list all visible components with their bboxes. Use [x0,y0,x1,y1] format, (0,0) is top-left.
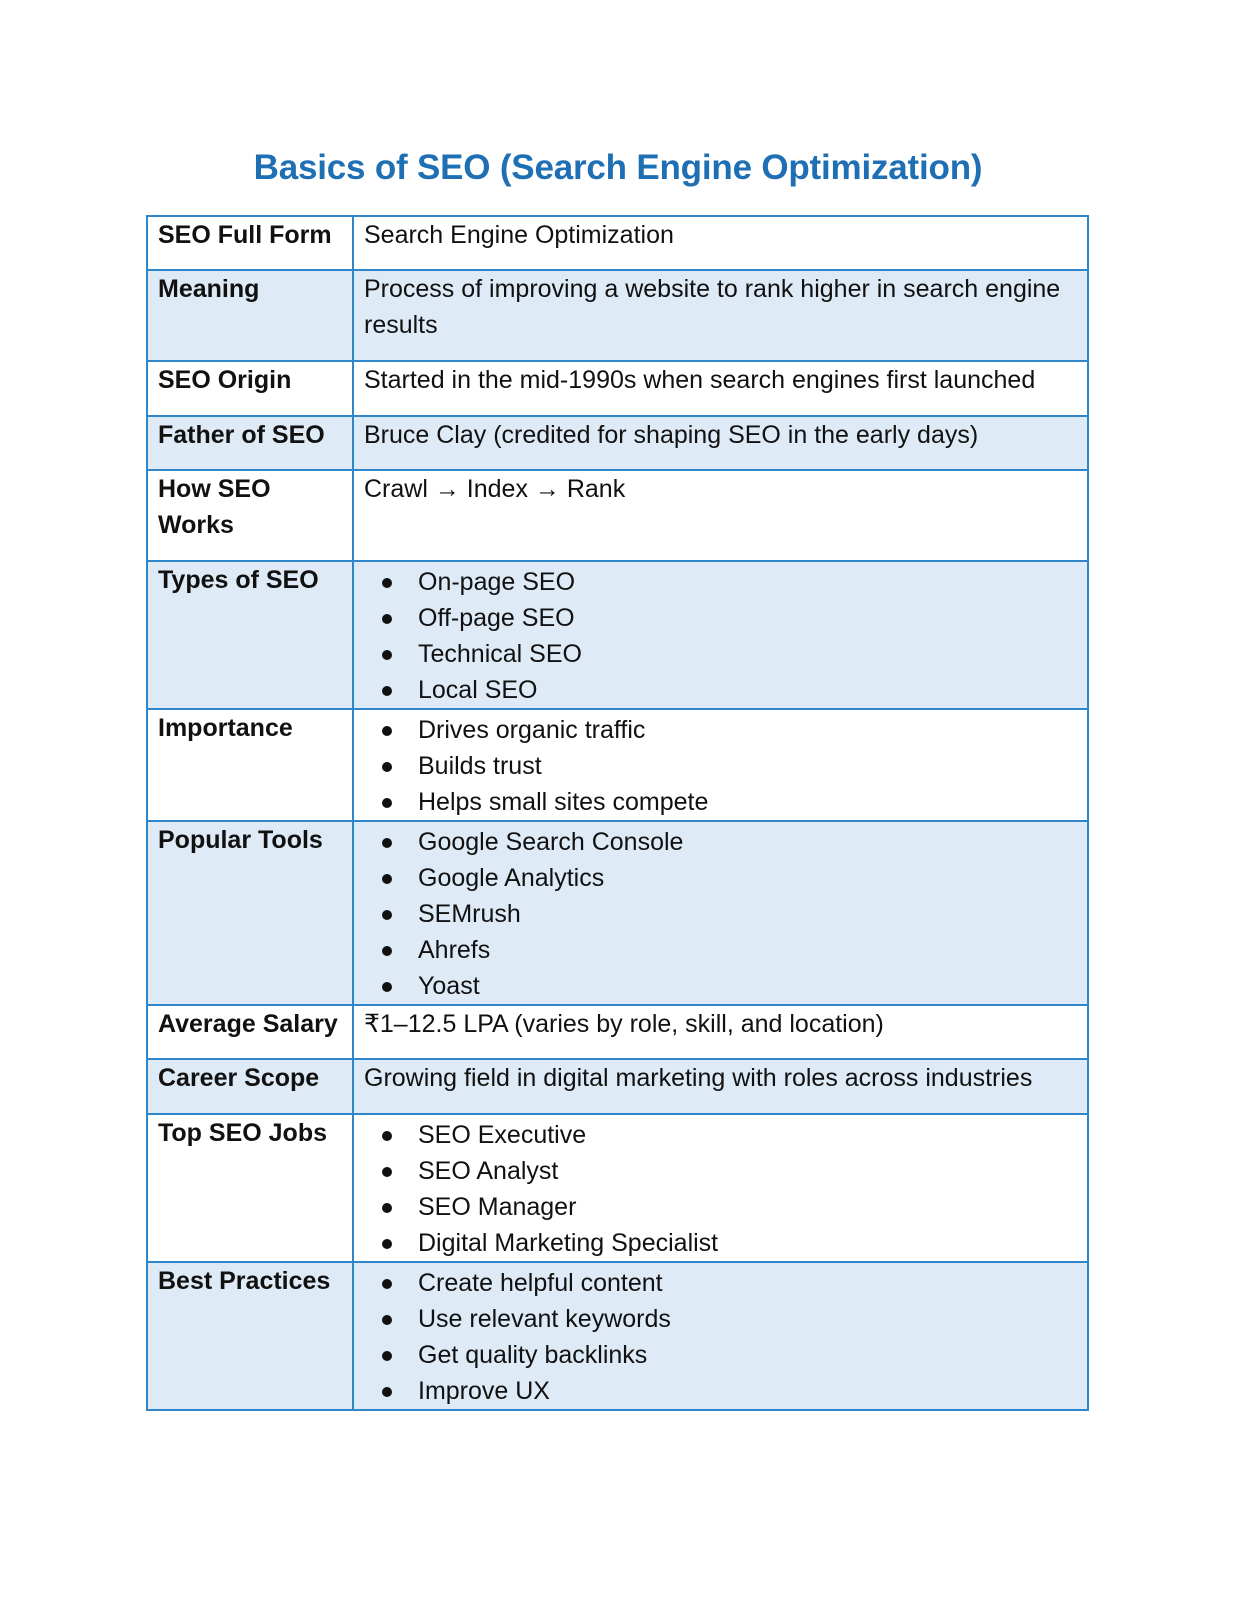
table-row [147,821,1088,1005]
bullet-icon [382,1131,392,1141]
table-row [147,1262,1088,1410]
list-item-text: Drives organic traffic [418,716,646,744]
list-item [364,1117,1077,1153]
bullet-icon [382,650,392,660]
row-label: SEO Full Form [147,216,353,270]
list-item [364,1189,1077,1225]
list-item [364,672,1077,708]
list-item-text: Off-page SEO [418,604,575,632]
list-item-text: Builds trust [418,752,542,780]
list-item-text: SEO Analyst [418,1157,559,1185]
bullet-list [364,822,1077,1004]
row-label: Average Salary [147,1005,353,1059]
seo-info-table [146,215,1089,1411]
bullet-icon [382,578,392,588]
bullet-icon [382,838,392,848]
list-item [364,1337,1077,1373]
list-item-text: Technical SEO [418,640,582,668]
row-label: Types of SEO [147,561,353,709]
list-item-text: Google Analytics [418,864,605,892]
list-item [364,564,1077,600]
bullet-icon [382,910,392,920]
bullet-icon [382,874,392,884]
list-item-text: SEMrush [418,900,521,928]
row-label: Best Practices [147,1262,353,1410]
list-item [364,600,1077,636]
bullet-icon [382,946,392,956]
bullet-icon [382,1279,392,1289]
row-value [353,821,1088,1005]
list-item [364,1265,1077,1301]
row-value: Bruce Clay (credited for shaping SEO in the early days) [353,416,1088,470]
list-item [364,712,1077,748]
table-row [147,1059,1088,1114]
bullet-icon [382,1387,392,1397]
table-row [147,470,1088,561]
bullet-icon [382,798,392,808]
bullet-list [364,1115,1077,1261]
row-label: Career Scope [147,1059,353,1114]
bullet-icon [382,1351,392,1361]
table-row [147,709,1088,821]
list-item [364,1301,1077,1337]
row-value [353,709,1088,821]
bullet-icon [382,726,392,736]
row-value: Started in the mid-1990s when search engines first launched [353,361,1088,416]
table-row [147,216,1088,270]
list-item [364,748,1077,784]
bullet-icon [382,762,392,772]
row-value [353,1262,1088,1410]
list-item [364,1153,1077,1189]
list-item-text: Digital Marketing Specialist [418,1229,719,1257]
bullet-icon [382,1203,392,1213]
list-item-text: Get quality backlinks [418,1341,648,1369]
table-row [147,1114,1088,1262]
row-label: Meaning [147,270,353,361]
list-item-text: Improve UX [418,1377,550,1405]
list-item [364,968,1077,1004]
row-value [353,1114,1088,1262]
bullet-list [364,710,1077,820]
list-item [364,896,1077,932]
bullet-icon [382,614,392,624]
list-item [364,932,1077,968]
list-item-text: SEO Executive [418,1121,587,1149]
bullet-icon [382,1167,392,1177]
row-value [353,561,1088,709]
list-item-text: Use relevant keywords [418,1305,671,1333]
row-label: Top SEO Jobs [147,1114,353,1262]
row-value: ₹1–12.5 LPA (varies by role, skill, and location) [353,1005,1088,1059]
bullet-icon [382,1315,392,1325]
row-label: Father of SEO [147,416,353,470]
list-item-text: Google Search Console [418,828,684,856]
row-label: SEO Origin [147,361,353,416]
bullet-icon [382,686,392,696]
list-item-text: Ahrefs [418,936,491,964]
table-row [147,270,1088,361]
list-item-text: SEO Manager [418,1193,577,1221]
table-row [147,1005,1088,1059]
list-item [364,1225,1077,1261]
list-item-text: Helps small sites compete [418,788,709,816]
bullet-icon [382,1239,392,1249]
bullet-icon [382,982,392,992]
bullet-list [364,562,1077,708]
list-item-text: Local SEO [418,676,538,704]
list-item-text: On-page SEO [418,568,576,596]
list-item [364,636,1077,672]
row-value: Search Engine Optimization [353,216,1088,270]
row-value: Growing field in digital marketing with roles across industries [353,1059,1088,1114]
list-item [364,860,1077,896]
row-value: Process of improving a website to rank higher in search engine results [353,270,1088,361]
list-item [364,1373,1077,1409]
list-item-text: Yoast [418,972,480,1000]
bullet-list [364,1263,1077,1409]
row-label: Importance [147,709,353,821]
row-label: Popular Tools [147,821,353,1005]
row-label: How SEO Works [147,470,353,561]
list-item-text: Create helpful content [418,1269,663,1297]
table-row [147,361,1088,416]
table-row [147,416,1088,470]
list-item [364,824,1077,860]
page-title: Basics of SEO (Search Engine Optimization) [253,148,983,187]
list-item [364,784,1077,820]
row-value: Crawl → Index → Rank [353,470,1088,561]
table-row [147,561,1088,709]
